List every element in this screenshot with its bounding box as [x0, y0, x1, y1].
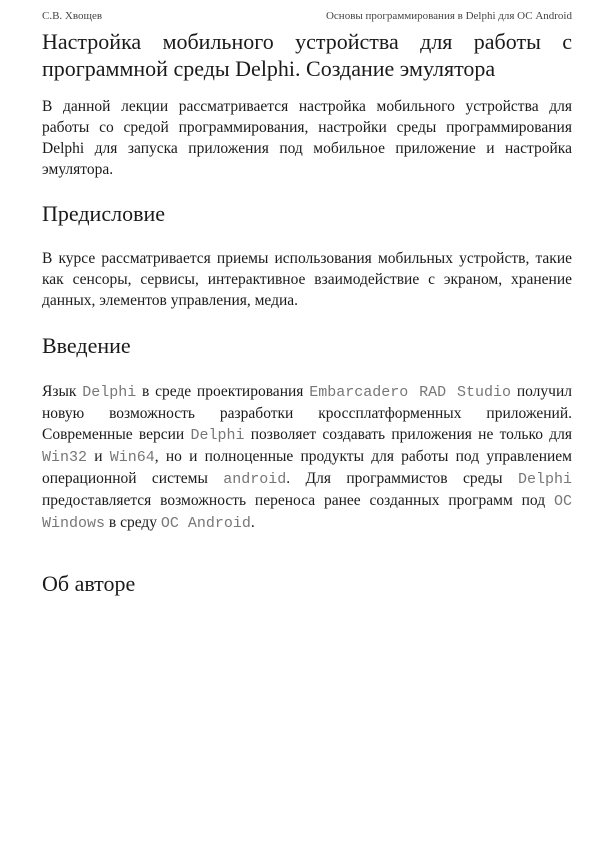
introduction-paragraph	[42, 381, 572, 534]
lecture-title: Настройка мобильного устройства для работы с программной среды Delphi. Создание эмулятора	[42, 29, 572, 81]
code-android: android	[223, 471, 287, 488]
code-delphi-2: Delphi	[190, 427, 245, 444]
intro-text-9: в среду	[105, 514, 161, 531]
intro-text-2: в среде проектирования	[136, 383, 310, 400]
header-course-title: Основы программирования в Delphi для ОС Android	[325, 10, 572, 22]
preface-heading: Предисловие	[42, 201, 165, 226]
intro-paragraph: В данной лекции рассматривается настройка мобильного устройства для работы со средой программирования, настройки среды программирования Delphi для запуска приложения под мобильное приложение и настройка эмулятора.	[42, 98, 572, 178]
introduction-heading: Введение	[42, 333, 131, 358]
intro-text-4: позволяет создавать приложения не только для	[244, 426, 573, 443]
intro-text-10: .	[250, 514, 255, 531]
code-os-windows: ОС Windows	[42, 493, 572, 532]
intro-text-5: и	[87, 448, 110, 465]
intro-text-1: Язык	[42, 383, 83, 400]
header-author: С.В. Хвощев	[42, 10, 103, 22]
preface-paragraph: В курсе рассматривается приемы использования мобильных устройств, такие как сенсоры, сервисы, интерактивное взаимодействие с экраном, хранение данных, элементов управления, медиа.	[42, 250, 572, 309]
code-win64: Win64	[109, 449, 155, 466]
code-win32: Win32	[42, 449, 88, 466]
code-rad-studio: Embarcadero RAD Studio	[309, 384, 512, 401]
intro-text-7: . Для программистов среды	[286, 470, 518, 487]
code-os-android: ОС Android	[160, 515, 251, 532]
code-delphi-3: Delphi	[517, 471, 572, 488]
code-delphi-1: Delphi	[82, 384, 137, 401]
intro-text-3: получил новую возможность разработки кроссплатформенных приложений. Современные версии	[42, 383, 572, 443]
about-author-heading: Об авторе	[42, 571, 136, 596]
intro-text-8: предоставляется возможность переноса ранее созданных программ под	[42, 492, 554, 509]
intro-text-6: , но и полноценные продукты для работы под управлением операционной системы	[42, 448, 572, 487]
running-header	[42, 10, 572, 22]
